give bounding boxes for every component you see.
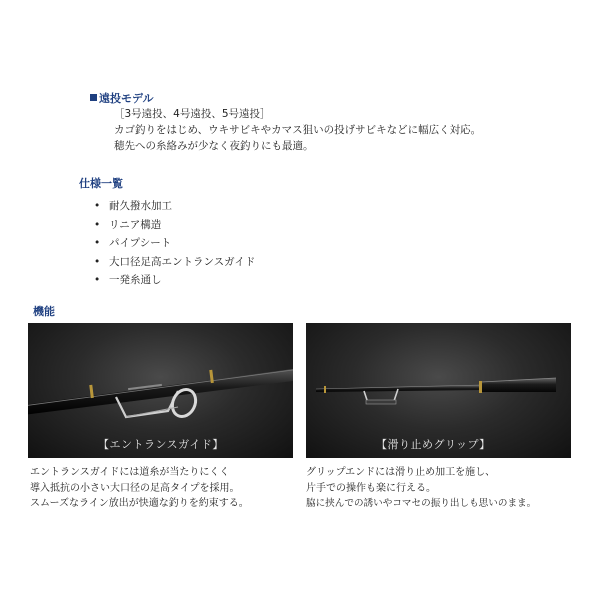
spec-item (94, 234, 255, 253)
enshu-model-heading-text: 遠投モデル (99, 92, 154, 105)
features-heading: 機能 (33, 305, 55, 318)
entrance-guide-desc-line: スムーズなライン放出が快適な釣りを約束する。 (30, 498, 249, 509)
grip-desc-line: グリップエンドには滑り止め加工を施し、 (306, 467, 496, 478)
spec-item (94, 253, 255, 272)
spec-item (94, 271, 255, 290)
bullet-icon: • (94, 200, 101, 212)
bullet-icon: • (94, 218, 101, 231)
entrance-guide-desc-line: 導入抵抗の小さい大口径の足高タイプを採用。 (30, 482, 240, 494)
bullet-icon: • (94, 237, 101, 250)
enshu-desc-line-2: 穂先への糸絡みが少なく夜釣りにも最適。 (114, 140, 314, 152)
bullet-icon: • (94, 274, 101, 287)
grip-photo (306, 323, 571, 458)
enshu-desc-line-1: カゴ釣りをはじめ、ウキサビキやカマス狙いの投げサビキなどに幅広く対応。 (114, 124, 482, 136)
models-line: ［3号遠投、4号遠投、5号遠投］ (114, 108, 271, 120)
square-bullet-icon (90, 94, 97, 101)
grip-desc-line: 脇に挟んでの誘いやコマセの振り出しも思いのまま。 (306, 498, 537, 509)
spec-item (94, 216, 255, 235)
enshu-model-heading (90, 90, 153, 106)
specs-list (94, 197, 255, 290)
spec-item-label: 一発糸通し (109, 274, 162, 287)
grip-desc-line: 片手での操作も楽に行える。 (306, 482, 436, 494)
grip-caption: 【滑り止めグリップ】 (376, 438, 491, 451)
spec-item (94, 197, 255, 216)
specs-heading: 仕様一覧 (79, 177, 123, 190)
spec-item-label: パイプシート (109, 237, 172, 250)
entrance-guide-desc-line: エントランスガイドには道糸が当たりにくく (30, 467, 230, 478)
entrance-guide-description (30, 465, 249, 512)
grip-description (306, 465, 536, 512)
entrance-guide-photo (28, 323, 293, 458)
spec-item-label: リニア構造 (109, 218, 162, 231)
entrance-guide-caption: 【エントランスガイド】 (98, 438, 224, 451)
spec-item-label: 耐久撥水加工 (109, 200, 172, 212)
bullet-icon: • (94, 255, 101, 268)
spec-item-label: 大口径足高エントランスガイド (109, 255, 256, 268)
